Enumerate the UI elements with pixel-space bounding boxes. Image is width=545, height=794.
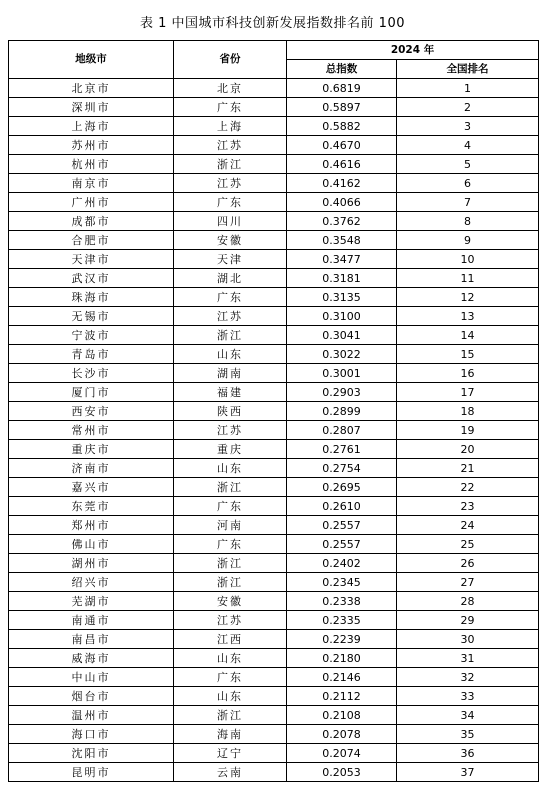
rank-cell: 32: [397, 668, 539, 687]
table-row: [9, 269, 539, 288]
city-cell: 天津市: [9, 250, 174, 269]
index-cell: 0.5882: [287, 117, 397, 136]
index-cell: 0.2345: [287, 573, 397, 592]
rank-cell: 11: [397, 269, 539, 288]
province-cell: 江西: [174, 630, 287, 649]
province-cell: 广东: [174, 98, 287, 117]
header-province: 省份: [174, 41, 287, 79]
city-cell: 昆明市: [9, 763, 174, 782]
province-cell: 海南: [174, 725, 287, 744]
city-cell: 重庆市: [9, 440, 174, 459]
province-cell: 辽宁: [174, 744, 287, 763]
city-cell: 深圳市: [9, 98, 174, 117]
province-cell: 山东: [174, 687, 287, 706]
rank-cell: 37: [397, 763, 539, 782]
rank-cell: 9: [397, 231, 539, 250]
city-cell: 东莞市: [9, 497, 174, 516]
index-cell: 0.2335: [287, 611, 397, 630]
rank-cell: 30: [397, 630, 539, 649]
index-cell: 0.4162: [287, 174, 397, 193]
index-cell: 0.2180: [287, 649, 397, 668]
rank-cell: 8: [397, 212, 539, 231]
table-row: [9, 250, 539, 269]
rank-cell: 13: [397, 307, 539, 326]
city-cell: 青岛市: [9, 345, 174, 364]
table-row: [9, 440, 539, 459]
rank-cell: 24: [397, 516, 539, 535]
rank-cell: 20: [397, 440, 539, 459]
table-row: [9, 193, 539, 212]
table-row: [9, 554, 539, 573]
index-cell: 0.4066: [287, 193, 397, 212]
province-cell: 浙江: [174, 554, 287, 573]
province-cell: 浙江: [174, 155, 287, 174]
city-cell: 宁波市: [9, 326, 174, 345]
city-cell: 武汉市: [9, 269, 174, 288]
index-cell: 0.4616: [287, 155, 397, 174]
index-cell: 0.2078: [287, 725, 397, 744]
index-cell: 0.3022: [287, 345, 397, 364]
rank-cell: 14: [397, 326, 539, 345]
rank-cell: 18: [397, 402, 539, 421]
province-cell: 江苏: [174, 611, 287, 630]
rank-cell: 36: [397, 744, 539, 763]
table-row: [9, 326, 539, 345]
rank-cell: 33: [397, 687, 539, 706]
city-cell: 中山市: [9, 668, 174, 687]
rank-cell: 15: [397, 345, 539, 364]
table-row: [9, 364, 539, 383]
table-title: 表 1 中国城市科技创新发展指数排名前 100: [140, 16, 405, 31]
index-cell: 0.2074: [287, 744, 397, 763]
table-row: [9, 98, 539, 117]
city-cell: 郑州市: [9, 516, 174, 535]
index-cell: 0.2899: [287, 402, 397, 421]
city-cell: 芜湖市: [9, 592, 174, 611]
rank-cell: 10: [397, 250, 539, 269]
province-cell: 重庆: [174, 440, 287, 459]
rank-cell: 7: [397, 193, 539, 212]
city-cell: 厦门市: [9, 383, 174, 402]
rank-cell: 5: [397, 155, 539, 174]
province-cell: 江苏: [174, 174, 287, 193]
table-header: [9, 41, 539, 79]
table-row: [9, 307, 539, 326]
city-cell: 佛山市: [9, 535, 174, 554]
index-cell: 0.2402: [287, 554, 397, 573]
table-row: [9, 706, 539, 725]
province-cell: 浙江: [174, 478, 287, 497]
table-row: [9, 725, 539, 744]
table-row: [9, 763, 539, 782]
index-cell: 0.2761: [287, 440, 397, 459]
city-cell: 南昌市: [9, 630, 174, 649]
table-row: [9, 345, 539, 364]
city-cell: 无锡市: [9, 307, 174, 326]
table-row: [9, 592, 539, 611]
table-row: [9, 174, 539, 193]
header-city: 地级市: [9, 41, 174, 79]
rank-cell: 28: [397, 592, 539, 611]
province-cell: 湖南: [174, 364, 287, 383]
province-cell: 山东: [174, 649, 287, 668]
rank-cell: 4: [397, 136, 539, 155]
rank-cell: 6: [397, 174, 539, 193]
city-cell: 烟台市: [9, 687, 174, 706]
province-cell: 浙江: [174, 326, 287, 345]
table-row: [9, 649, 539, 668]
rank-cell: 3: [397, 117, 539, 136]
province-cell: 陕西: [174, 402, 287, 421]
rank-cell: 25: [397, 535, 539, 554]
province-cell: 四川: [174, 212, 287, 231]
city-cell: 上海市: [9, 117, 174, 136]
table-row: [9, 459, 539, 478]
province-cell: 广东: [174, 288, 287, 307]
index-cell: 0.2338: [287, 592, 397, 611]
city-cell: 济南市: [9, 459, 174, 478]
city-cell: 北京市: [9, 79, 174, 98]
index-cell: 0.2695: [287, 478, 397, 497]
province-cell: 湖北: [174, 269, 287, 288]
index-cell: 0.3181: [287, 269, 397, 288]
index-cell: 0.3477: [287, 250, 397, 269]
province-cell: 山东: [174, 345, 287, 364]
city-cell: 南京市: [9, 174, 174, 193]
header-year: 2024 年: [287, 41, 539, 60]
province-cell: 江苏: [174, 307, 287, 326]
province-cell: 北京: [174, 79, 287, 98]
rank-cell: 31: [397, 649, 539, 668]
index-cell: 0.2053: [287, 763, 397, 782]
city-cell: 杭州市: [9, 155, 174, 174]
table-row: [9, 117, 539, 136]
table-row: [9, 288, 539, 307]
rank-cell: 21: [397, 459, 539, 478]
province-cell: 上海: [174, 117, 287, 136]
province-cell: 广东: [174, 535, 287, 554]
province-cell: 广东: [174, 193, 287, 212]
index-cell: 0.2903: [287, 383, 397, 402]
rank-cell: 22: [397, 478, 539, 497]
city-cell: 苏州市: [9, 136, 174, 155]
rank-cell: 19: [397, 421, 539, 440]
rank-cell: 34: [397, 706, 539, 725]
city-cell: 常州市: [9, 421, 174, 440]
index-cell: 0.2112: [287, 687, 397, 706]
index-cell: 0.2754: [287, 459, 397, 478]
province-cell: 云南: [174, 763, 287, 782]
table-row: [9, 611, 539, 630]
rank-cell: 29: [397, 611, 539, 630]
rank-cell: 1: [397, 79, 539, 98]
table-row: [9, 136, 539, 155]
index-cell: 0.3548: [287, 231, 397, 250]
index-cell: 0.3041: [287, 326, 397, 345]
table-row: [9, 79, 539, 98]
index-cell: 0.5897: [287, 98, 397, 117]
city-cell: 成都市: [9, 212, 174, 231]
table-row: [9, 212, 539, 231]
province-cell: 江苏: [174, 136, 287, 155]
province-cell: 安徽: [174, 231, 287, 250]
rank-cell: 35: [397, 725, 539, 744]
index-cell: 0.3762: [287, 212, 397, 231]
index-cell: 0.3001: [287, 364, 397, 383]
city-cell: 威海市: [9, 649, 174, 668]
city-cell: 海口市: [9, 725, 174, 744]
city-cell: 广州市: [9, 193, 174, 212]
city-cell: 湖州市: [9, 554, 174, 573]
table-row: [9, 421, 539, 440]
table-row: [9, 402, 539, 421]
rank-cell: 12: [397, 288, 539, 307]
index-cell: 0.4670: [287, 136, 397, 155]
city-cell: 南通市: [9, 611, 174, 630]
ranking-table: [8, 40, 539, 782]
province-cell: 广东: [174, 497, 287, 516]
table-row: [9, 687, 539, 706]
rank-cell: 16: [397, 364, 539, 383]
province-cell: 安徽: [174, 592, 287, 611]
header-rank: 全国排名: [397, 60, 539, 79]
index-cell: 0.6819: [287, 79, 397, 98]
city-cell: 长沙市: [9, 364, 174, 383]
city-cell: 绍兴市: [9, 573, 174, 592]
province-cell: 福建: [174, 383, 287, 402]
index-cell: 0.2108: [287, 706, 397, 725]
index-cell: 0.2807: [287, 421, 397, 440]
index-cell: 0.2146: [287, 668, 397, 687]
city-cell: 沈阳市: [9, 744, 174, 763]
table-row: [9, 497, 539, 516]
rank-cell: 27: [397, 573, 539, 592]
index-cell: 0.2557: [287, 535, 397, 554]
index-cell: 0.2610: [287, 497, 397, 516]
province-cell: 浙江: [174, 573, 287, 592]
rank-cell: 26: [397, 554, 539, 573]
province-cell: 天津: [174, 250, 287, 269]
table-row: [9, 668, 539, 687]
table-row: [9, 231, 539, 250]
table-row: [9, 478, 539, 497]
index-cell: 0.3135: [287, 288, 397, 307]
city-cell: 西安市: [9, 402, 174, 421]
city-cell: 温州市: [9, 706, 174, 725]
table-body: [9, 79, 539, 782]
table-row: [9, 630, 539, 649]
rank-cell: 23: [397, 497, 539, 516]
province-cell: 浙江: [174, 706, 287, 725]
province-cell: 河南: [174, 516, 287, 535]
index-cell: 0.3100: [287, 307, 397, 326]
header-index: 总指数: [287, 60, 397, 79]
index-cell: 0.2557: [287, 516, 397, 535]
table-row: [9, 535, 539, 554]
city-cell: 珠海市: [9, 288, 174, 307]
city-cell: 嘉兴市: [9, 478, 174, 497]
rank-cell: 17: [397, 383, 539, 402]
table-row: [9, 155, 539, 174]
index-cell: 0.2239: [287, 630, 397, 649]
table-row: [9, 573, 539, 592]
table-row: [9, 383, 539, 402]
city-cell: 合肥市: [9, 231, 174, 250]
table-row: [9, 744, 539, 763]
table-row: [9, 516, 539, 535]
province-cell: 江苏: [174, 421, 287, 440]
rank-cell: 2: [397, 98, 539, 117]
province-cell: 广东: [174, 668, 287, 687]
province-cell: 山东: [174, 459, 287, 478]
